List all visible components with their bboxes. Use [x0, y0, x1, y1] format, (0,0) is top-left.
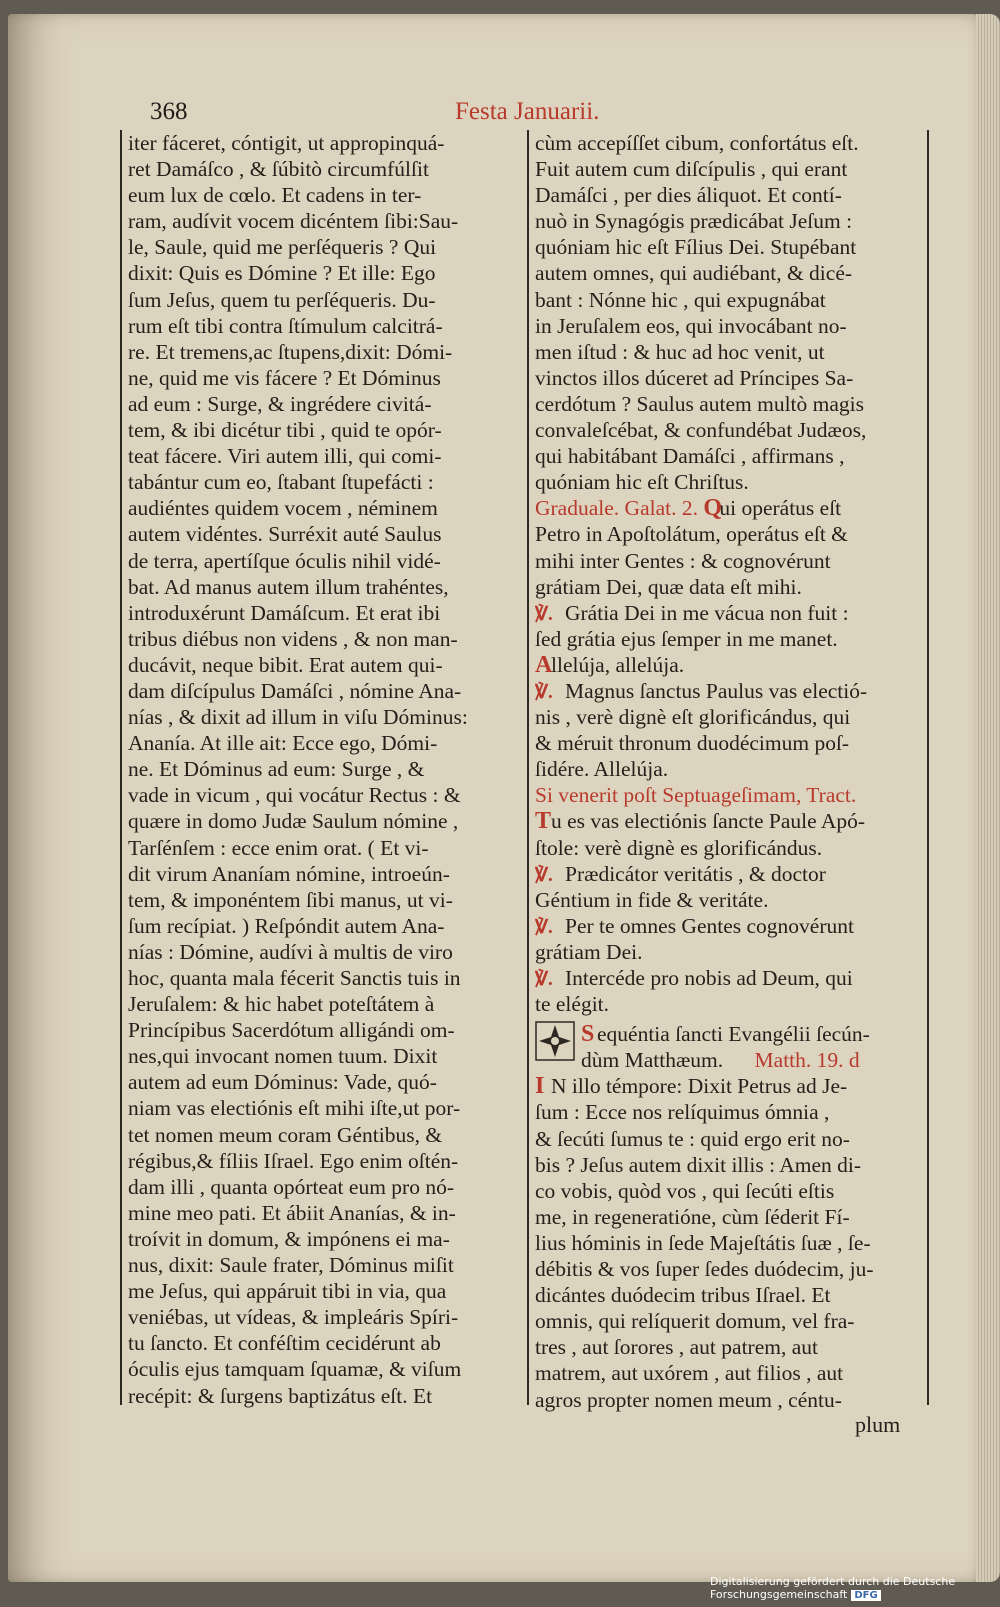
versicle-1-text: ſed grátia ejus ſemper in me manet.: [535, 626, 838, 651]
graduale-line: [535, 574, 921, 600]
catchword: plum: [855, 1412, 901, 1437]
left-column-text: quære in domo Judæ Saulum nómine ,: [128, 809, 459, 834]
left-column-text: eum lux de cœlo. Et cadens in ter-: [128, 183, 422, 208]
gospel-line: [535, 1230, 921, 1256]
left-column-line: [128, 913, 520, 939]
left-column-line: [128, 808, 520, 834]
left-column-line: [128, 835, 520, 861]
left-column-text: tem, & ibi dicétur tibi , quid te opór-: [128, 418, 442, 443]
versicle-4-line: [535, 913, 921, 939]
versicle-4-text: grátiam Dei.: [535, 939, 643, 964]
versicle-4-line: [535, 939, 921, 965]
gospel-line: [535, 1334, 921, 1360]
right-block-text: quóniam hic eſt Chriſtus.: [535, 470, 749, 495]
left-column-line: [128, 548, 520, 574]
left-column-line: [128, 1383, 520, 1409]
left-column-text: iter fáceret, cóntigit, ut appropinquá-: [128, 131, 445, 155]
gospel-line: [535, 1126, 921, 1152]
versicle-5: [535, 965, 921, 1017]
left-column-line: [128, 495, 520, 521]
left-column-line: [128, 1043, 520, 1069]
left-column-line: [128, 182, 520, 208]
right-block-text: Fuit autem cum diſcípulis , qui erant: [535, 157, 848, 182]
left-column-text: rum eſt tibi contra ſtímulum calcitrá-: [128, 313, 443, 338]
versicle-symbol-icon: ℣.: [535, 916, 553, 938]
left-column-line: [128, 208, 520, 234]
left-column-line: [128, 1069, 520, 1095]
tract-line: [535, 835, 921, 861]
left-column-text: niam vas electiónis eſt mihi iſte,ut por-: [128, 1096, 461, 1121]
right-block-text: in Jeruſalem eos, qui invocábant no-: [535, 313, 847, 338]
left-column-text: tu ſancto. Et conféſtim cecidérunt ab: [128, 1331, 441, 1356]
graduale-initial: Q: [703, 495, 723, 522]
page-edges: [976, 14, 1000, 1582]
left-column-line: [128, 1095, 520, 1121]
gospel-heading-initial: S: [581, 1021, 595, 1048]
left-column-line: [128, 704, 520, 730]
left-column-text: ram, audívit vocem dicéntem ſibi:Sau-: [128, 209, 459, 234]
left-column-text: ducávit, neque bibit. Erat autem qui-: [128, 652, 443, 677]
left-column-line: [128, 756, 520, 782]
graduale-line: [535, 548, 921, 574]
graduale-text: grátiam Dei, quæ data eſt mihi.: [535, 574, 802, 599]
right-block-text: convaleſcébat, & confundébat Judæos,: [535, 418, 867, 443]
gospel-heading-line-1: [581, 1021, 870, 1047]
gospel-heading: [535, 1021, 921, 1073]
gospel-line: [535, 1204, 921, 1230]
gospel-text: co vobis, quòd vos , qui ſecúti eſtis: [535, 1178, 835, 1203]
right-block-line: [535, 234, 921, 260]
left-column-text: Princípibus Sacerdótum alligándi om-: [128, 1018, 455, 1043]
left-column-line: [128, 260, 520, 286]
right-block-text: vinctos illos dúceret ad Príncipes Sa-: [535, 365, 854, 390]
left-column-line: [128, 652, 520, 678]
versicle-1-text: Grátia Dei in me vácua non fuit :: [565, 600, 849, 625]
tract-text: [535, 808, 921, 860]
right-block-line: [535, 260, 921, 286]
left-column: [120, 130, 520, 1408]
right-block-line: [535, 208, 921, 234]
left-column-text: ad eum : Surge, & ingrédere civitá-: [128, 391, 432, 416]
versicle-4-text: Per te omnes Gentes cognovérunt: [565, 913, 854, 938]
alleluia: [535, 652, 921, 678]
left-column-line: [128, 469, 520, 495]
right-block-text: quóniam hic eſt Fílius Dei. Stupébant: [535, 235, 857, 260]
left-column-text: ſum recípiat. ) Reſpóndit autem Ana-: [128, 913, 445, 938]
left-column-text: nías , & dixit ad illum in viſu Dóminus:: [128, 705, 468, 730]
right-block-line: [535, 365, 921, 391]
right-block-text: bant : Nónne hic , qui expugnábat: [535, 287, 826, 312]
graduale-text: Petro in Apoſtolátum, operátus eſt &: [535, 522, 848, 547]
left-column-text: re. Et tremens,ac ſtupens,dixit: Dómi-: [128, 339, 453, 364]
versicle-symbol-icon: ℣.: [535, 681, 553, 703]
right-column: [527, 130, 929, 1412]
left-column-line: [128, 130, 520, 156]
page-header: [150, 98, 930, 130]
left-column-text: nes,qui invocant nomen tuum. Dixit: [128, 1044, 438, 1069]
left-column-line: [128, 1356, 520, 1382]
versicle-2-line: [535, 756, 921, 782]
right-block-line: [535, 287, 921, 313]
gospel-text: [535, 1073, 921, 1412]
left-column-line: [128, 939, 520, 965]
left-column-line: [128, 574, 520, 600]
left-column-text: dixit: Quis es Dómine ? Et ille: Ego: [128, 261, 436, 286]
gospel-line: [535, 1152, 921, 1178]
gospel-reference: Matth. 19. d: [754, 1048, 860, 1073]
left-column-text: ret Damáſco , & ſúbitò circumfúlſit: [128, 157, 429, 182]
right-block-line: [535, 339, 921, 365]
left-column-text: tabántur cum eo, ſtabant ſtupefácti :: [128, 470, 434, 495]
versicle-5-line: [535, 991, 921, 1017]
gospel-line: [535, 1073, 921, 1099]
left-column-text: tet nomen meum coram Géntibus, &: [128, 1122, 443, 1147]
graduale-text: mihi inter Gentes : & cognovérunt: [535, 548, 831, 573]
left-column-line: [128, 1148, 520, 1174]
left-column-line: [128, 391, 520, 417]
left-column-text: dam diſcípulus Damáſci , nómine Ana-: [128, 678, 462, 703]
tract-rubric: Si venerit poſt Septuageſimam, Tract.: [535, 783, 857, 808]
right-block-line: [535, 130, 921, 156]
right-block-text: autem omnes, qui audiébant, & dicé-: [535, 261, 853, 286]
versicle-3-text: Prædicátor veritátis , & doctor: [565, 861, 826, 886]
left-column-text: tribus diébus non videns , & non man-: [128, 626, 458, 651]
left-column-line: [128, 156, 520, 182]
versicle-3-line: [535, 887, 921, 913]
right-block-text: Damáſci , per dies áliquot. Et contí-: [535, 183, 842, 208]
left-column-line: [128, 600, 520, 626]
gospel-text: débitis & vos ſuper ſedes duódecim, ju-: [535, 1257, 874, 1282]
tract-text: u es vas electiónis ſancte Paule Apó-: [551, 809, 866, 834]
versicle-5-line: [535, 965, 921, 991]
left-column-text: ne, quid me vis fácere ? Et Dóminus: [128, 365, 441, 390]
left-column-line: [128, 365, 520, 391]
left-column-text: ſum Jeſus, quem tu perſéqueris. Du-: [128, 287, 436, 312]
left-column-line: [128, 1330, 520, 1356]
digitization-footer: [710, 1575, 1000, 1601]
right-block-text: cùm accepíſſet cibum, confortátus eſt.: [535, 131, 859, 155]
left-column-line: [128, 417, 520, 443]
gospel-initial: I: [535, 1073, 545, 1100]
left-column-line: [128, 1252, 520, 1278]
left-column-text: de terra, apertíſque óculis nihil vidé-: [128, 548, 441, 573]
running-title: Festa Januarii.: [455, 98, 600, 125]
versicle-2-text: nis , verè dignè eſt glorificándus, qui: [535, 705, 851, 730]
versicle-2-text: Magnus ſanctus Paulus vas electió-: [565, 678, 868, 703]
alleluia-text: llelúja, allelúja.: [551, 652, 685, 677]
left-column-text: autem ad eum Dóminus: Vade, quó-: [128, 1070, 437, 1095]
versicle-3-text: Géntium in fide & veritáte.: [535, 887, 769, 912]
right-block-line: [535, 417, 921, 443]
versicle-2: [535, 678, 921, 782]
left-column-line: [128, 1226, 520, 1252]
tract-line: [535, 808, 921, 834]
right-block-text: nuò in Synagógis prædicábat Jeſum :: [535, 209, 853, 234]
graduale-heading: [535, 495, 921, 521]
gospel-heading-line-2: [581, 1047, 870, 1073]
left-column-text: autem vidéntes. Surréxit auté Saulus: [128, 522, 442, 547]
right-block-line: [535, 182, 921, 208]
gospel-line: [535, 1282, 921, 1308]
gospel-text: bis ? Jeſus autem dixit illis : Amen di-: [535, 1152, 862, 1177]
left-column-text: ne. Et Dóminus ad eum: Surge , &: [128, 757, 425, 782]
left-column-text: Tarſénſem : ecce enim orat. ( Et vi-: [128, 835, 429, 860]
left-column-text: mine meo pati. Et ábiit Ananías, & in-: [128, 1200, 456, 1225]
graduale-first-line: ui operátus eſt: [719, 496, 842, 521]
versicle-2-line: [535, 678, 921, 704]
left-column-text: me Jeſus, qui appáruit tibi in via, qua: [128, 1279, 447, 1304]
gospel-line: [535, 1360, 921, 1386]
page-number: 368: [150, 98, 188, 125]
left-column-text: dam illi , quanta opórteat eum pro nó-: [128, 1174, 454, 1199]
gospel-text: matrem, aut uxórem , aut filios , aut: [535, 1361, 844, 1386]
gospel-line: [535, 1099, 921, 1125]
footer-credit: Digitalisierung gefördert durch die Deutsche Forschungsgemeinschaft: [710, 1575, 956, 1601]
left-column-line: [128, 1304, 520, 1330]
right-block-line: [535, 391, 921, 417]
gospel-text: lius hóminis in ſede Majeſtátis ſuæ , ſe-: [535, 1230, 871, 1255]
tract-initial: T: [535, 808, 552, 835]
versicle-3-line: [535, 861, 921, 887]
left-column-text: recépit: & ſurgens baptizátus eſt. Et: [128, 1383, 433, 1408]
gospel-text: me, in regeneratióne, cùm ſéderit Fí-: [535, 1204, 850, 1229]
gospel-line: [535, 1308, 921, 1334]
left-column-text: tem, & imponéntem ſibi manus, ut vi-: [128, 887, 453, 912]
left-column-text: veniébas, ut vídeas, & impleáris Spíri-: [128, 1305, 459, 1330]
left-column-text: troívit in domum, & impónens ei ma-: [128, 1226, 450, 1251]
cross-ornament-icon: [535, 1021, 575, 1061]
gospel-line: [535, 1256, 921, 1282]
left-column-line: [128, 443, 520, 469]
left-column-line: [128, 678, 520, 704]
left-column-line: [128, 287, 520, 313]
left-column-text: Ananía. At ille ait: Ecce ego, Dómi-: [128, 731, 438, 756]
gospel-text: ſum : Ecce nos relíquimus ómnia ,: [535, 1100, 830, 1125]
left-column-line: [128, 965, 520, 991]
tract-text: ſtole: verè dignè es glorificándus.: [535, 835, 823, 860]
versicle-1-line: [535, 600, 921, 626]
gospel-text: omnis, qui relíquerit domum, vel fra-: [535, 1309, 855, 1334]
left-column-text: introduxérunt Damáſcum. Et erat ibi: [128, 600, 441, 625]
versicle-symbol-icon: ℣.: [535, 969, 553, 990]
gospel-text: & ſecúti ſumus te : quid ergo erit no-: [535, 1126, 850, 1151]
versicle-symbol-icon: ℣.: [535, 603, 553, 625]
left-column-line: [128, 782, 520, 808]
gospel-text: dicántes duódecim tribus Iſrael. Et: [535, 1283, 831, 1308]
versicle-4: [535, 913, 921, 965]
left-column-text: le, Saule, quid me perſéqueris ? Qui: [128, 235, 437, 260]
left-column-text: hoc, quanta mala fécerit Sanctis tuis in: [128, 966, 461, 990]
left-column-text: dit virum Ananíam nómine, introeún-: [128, 861, 450, 886]
left-column-text: teat fácere. Viri autem illi, qui comi-: [128, 444, 442, 469]
right-text-block: [535, 130, 921, 495]
left-column-line: [128, 1278, 520, 1304]
gospel-line: [535, 1387, 921, 1413]
left-column-text: bat. Ad manus autem illum trahéntes,: [128, 574, 449, 599]
left-column-text: régibus,& fíliis Iſrael. Ego enim oſtén-: [128, 1148, 459, 1173]
left-column-text: óculis ejus tamquam ſquamæ, & viſum: [128, 1357, 462, 1382]
left-column-text: Jeruſalem: & hic habet poteſtátem à: [128, 992, 435, 1017]
gospel-heading-text-2: dùm Matthæum.: [581, 1048, 724, 1073]
gospel-line: [535, 1178, 921, 1204]
gospel-text: agros propter nomen meum , céntu-: [535, 1387, 842, 1412]
gospel-heading-text: equéntia ſancti Evangélii ſecún-: [597, 1022, 870, 1047]
left-column-text: nus, dixit: Saule frater, Dóminus miſit: [128, 1253, 454, 1278]
alleluia-initial: A: [535, 651, 553, 678]
versicle-3: [535, 861, 921, 913]
left-column-text: audiéntes quidem vocem , néminem: [128, 496, 438, 521]
gospel-text: N illo témpore: Dixit Petrus ad Je-: [551, 1074, 848, 1099]
left-column-text: vade in vicum , qui vocátur Rectus : &: [128, 783, 461, 808]
versicle-5-text: Intercéde pro nobis ad Deum, qui: [565, 966, 853, 990]
versicle-2-line: [535, 730, 921, 756]
graduale-text: [535, 521, 921, 599]
right-block-text: cerdótum ? Saulus autem multò magis: [535, 391, 865, 416]
versicle-2-text: & méruit thronum duodécimum poſ-: [535, 731, 850, 756]
left-column-line: [128, 861, 520, 887]
left-column-line: [128, 991, 520, 1017]
versicle-symbol-icon: ℣.: [535, 864, 553, 886]
left-column-line: [128, 339, 520, 365]
left-column-line: [128, 1174, 520, 1200]
versicle-5-text: te elégit.: [535, 992, 610, 1017]
left-column-line: [128, 1017, 520, 1043]
left-column-text: nías : Dómine, audívi à multis de viro: [128, 939, 453, 964]
right-block-line: [535, 469, 921, 495]
left-column-line: [128, 626, 520, 652]
versicle-1-line: [535, 626, 921, 652]
left-column-line: [128, 1200, 520, 1226]
left-column-line: [128, 234, 520, 260]
right-block-line: [535, 443, 921, 469]
left-column-line: [128, 887, 520, 913]
left-column-line: [128, 521, 520, 547]
versicle-1: [535, 600, 921, 652]
graduale-rubric: Graduale. Galat. 2.: [535, 496, 698, 521]
right-block-text: qui habitábant Damáſci , affirmans ,: [535, 444, 845, 469]
versicle-2-text: ſidére. Allelúja.: [535, 757, 669, 782]
gospel-text: tres , aut ſorores , aut patrem, aut: [535, 1335, 818, 1360]
left-column-line: [128, 313, 520, 339]
left-column-line: [128, 730, 520, 756]
graduale-line: [535, 521, 921, 547]
left-column-line: [128, 1122, 520, 1148]
versicle-2-line: [535, 704, 921, 730]
dfg-logo: DFG: [851, 1590, 880, 1601]
right-block-text: men iſtud : & huc ad hoc venit, ut: [535, 339, 825, 364]
right-block-line: [535, 313, 921, 339]
right-block-line: [535, 156, 921, 182]
